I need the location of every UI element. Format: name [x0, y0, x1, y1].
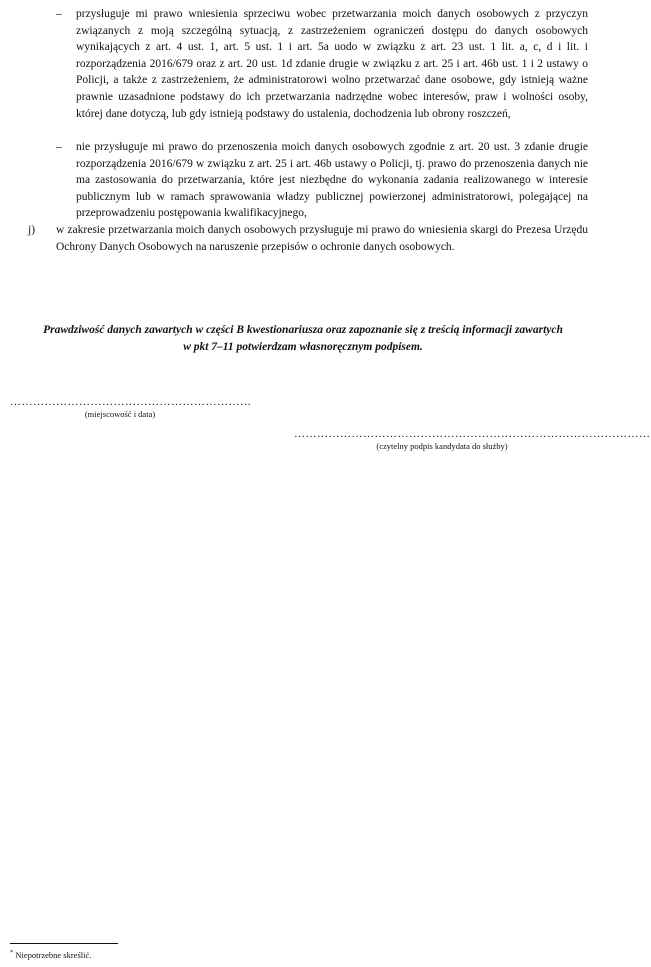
- signature-dotted-line: …………………………………………………………………………………: [294, 428, 651, 440]
- list-item-text: przysługuje mi prawo wniesienia sprzeciwu wobec przetwarzania moich danych osobowych z przyczyn związanych z moją szczególną sytuacją, z zastrzeżeniem ograniczeń dostępu do danych osobowych wynikających z art. 4 ust. 1, art. 5 ust. 1 i art. 5a uodo w związku z art. 23 ust. 1 lit. a, c, d i lit. i rozporządzenia 2016/679 oraz z art. 20 ust. 1d zdanie drugie w związku z art. 25 i art. 46b ust. 1 i 2 ustawy o Policji, a także z zastrzeżeniem, że administratorowi wolno przetwarzać dane osobowe, gdy istnieją ważne prawnie uzasadnione podstawy do ich przetwarzania nadrzędne wobec interesów, praw i wolności osoby, której dane dotyczą, lub gdy istnieją podstawy do ustalenia, dochodzenia lub obrony roszczeń,: [76, 8, 588, 120]
- list-marker-j: j): [28, 224, 36, 236]
- footnote-divider: [10, 943, 118, 944]
- list-item-portability-right: [56, 139, 588, 222]
- list-item-objection-right: [56, 6, 588, 122]
- list-item-text: w zakresie przetwarzania moich danych osobowych przysługuje mi prawo do wniesienia skargi do Prezesa Urzędu Ochrony Danych Osobowych na naruszenie przepisów o ochronie danych osobowych.: [56, 224, 588, 253]
- signature-caption: (czytelny podpis kandydata do służby): [376, 441, 508, 451]
- footnote: [10, 947, 91, 961]
- place-date-dotted-line: ………………………………………………………: [10, 396, 252, 408]
- signature-field[interactable]: [294, 428, 651, 452]
- statement-line-1: Prawdziwość danych zawartych w części B kwestionariusza oraz zapoznanie się z treścią informacji zawartych: [43, 324, 563, 336]
- place-date-caption: (miejscowość i data): [84, 409, 156, 419]
- list-dash: –: [56, 8, 62, 20]
- list-dash: –: [56, 141, 62, 153]
- list-item-text: nie przysługuje mi prawo do przenoszenia moich danych osobowych zgodnie z art. 20 ust. 3 zdanie drugie rozporządzenia 2016/679 w związku z art. 25 i art. 46b ustawy o Policji, tj. prawo do przenoszenia danych nie ma zastosowania do przetwarzania, które jest niezbędne do wykonania zadania realizowanego w interesie publicznym lub w ramach sprawowania władzy publicznej powierzonej administratorowi, polegającej na przeprowadzeniu postępowania kwalifikacyjnego,: [76, 141, 588, 220]
- confirmation-statement: [14, 322, 592, 356]
- footnote-text: Niepotrzebne skreślić.: [13, 949, 92, 960]
- footnote-mark: *: [10, 949, 14, 956]
- place-date-field[interactable]: [10, 396, 252, 420]
- list-item-j-complaint: [28, 222, 588, 255]
- statement-line-2: w pkt 7–11 potwierdzam własnoręcznym podpisem.: [183, 341, 423, 353]
